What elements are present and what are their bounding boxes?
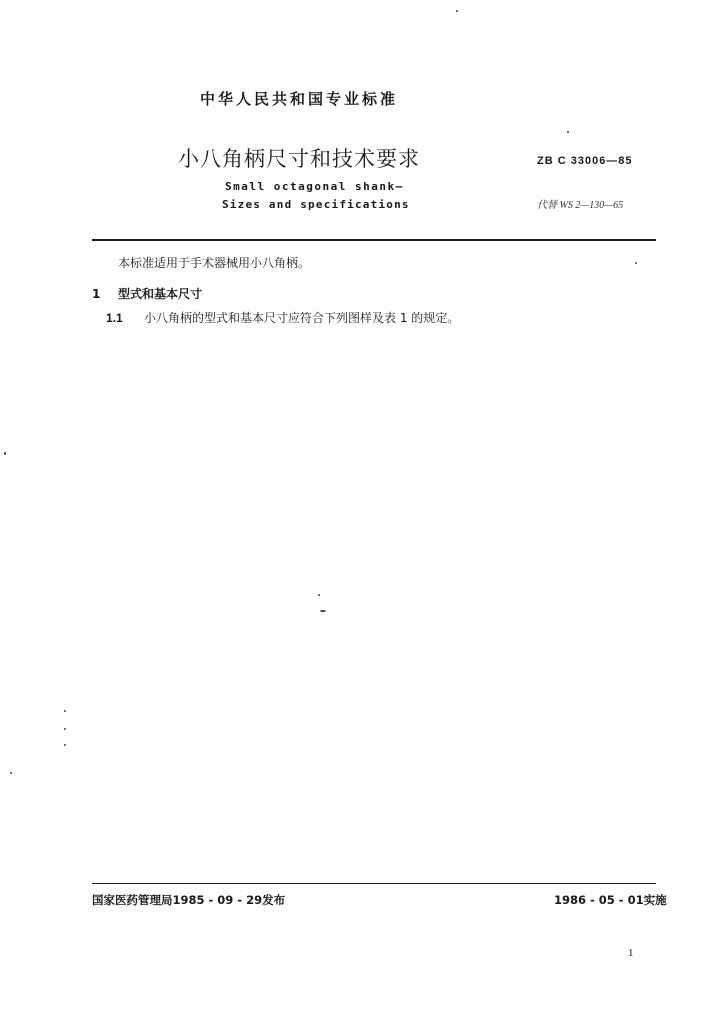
section-number: 1 xyxy=(92,287,101,301)
section-title: 型式和基本尺寸 xyxy=(118,287,203,301)
scan-speck xyxy=(320,610,326,612)
page-number: 1 xyxy=(628,947,634,959)
document-title-english-line-1: Small octagonal shank— xyxy=(225,180,404,193)
document-title-chinese: 小八角柄尺寸和技术要求 xyxy=(178,147,420,171)
document-title-english-line-2: Sizes and specifications xyxy=(222,198,410,211)
effective-date: 1986 - 05 - 01实施 xyxy=(554,893,667,907)
footer-divider xyxy=(92,883,656,884)
scan-speck xyxy=(635,262,637,264)
scan-speck xyxy=(318,594,320,596)
scan-speck xyxy=(567,131,569,133)
issuing-organization-header: 中华人民共和国专业标准 xyxy=(200,90,399,108)
scan-speck xyxy=(456,10,458,12)
replaces-standard: 代替 WS 2—130—65 xyxy=(537,200,624,211)
issue-date: 国家医药管理局1985 - 09 - 29发布 xyxy=(92,893,286,907)
scan-speck xyxy=(64,728,66,730)
scope-statement: 本标准适用于手术器械用小八角柄。 xyxy=(118,256,311,270)
clause-text: 小八角柄的型式和基本尺寸应符合下列图样及表 1 的规定。 xyxy=(144,311,460,325)
header-divider xyxy=(92,239,656,241)
scan-speck xyxy=(64,710,66,712)
scan-speck xyxy=(10,772,12,774)
section-heading xyxy=(92,285,202,302)
scan-speck xyxy=(4,452,6,455)
clause xyxy=(106,309,459,326)
clause-number: 1.1 xyxy=(106,311,123,325)
standard-number: ZB C 33006—85 xyxy=(537,155,633,167)
scan-speck xyxy=(64,744,66,746)
